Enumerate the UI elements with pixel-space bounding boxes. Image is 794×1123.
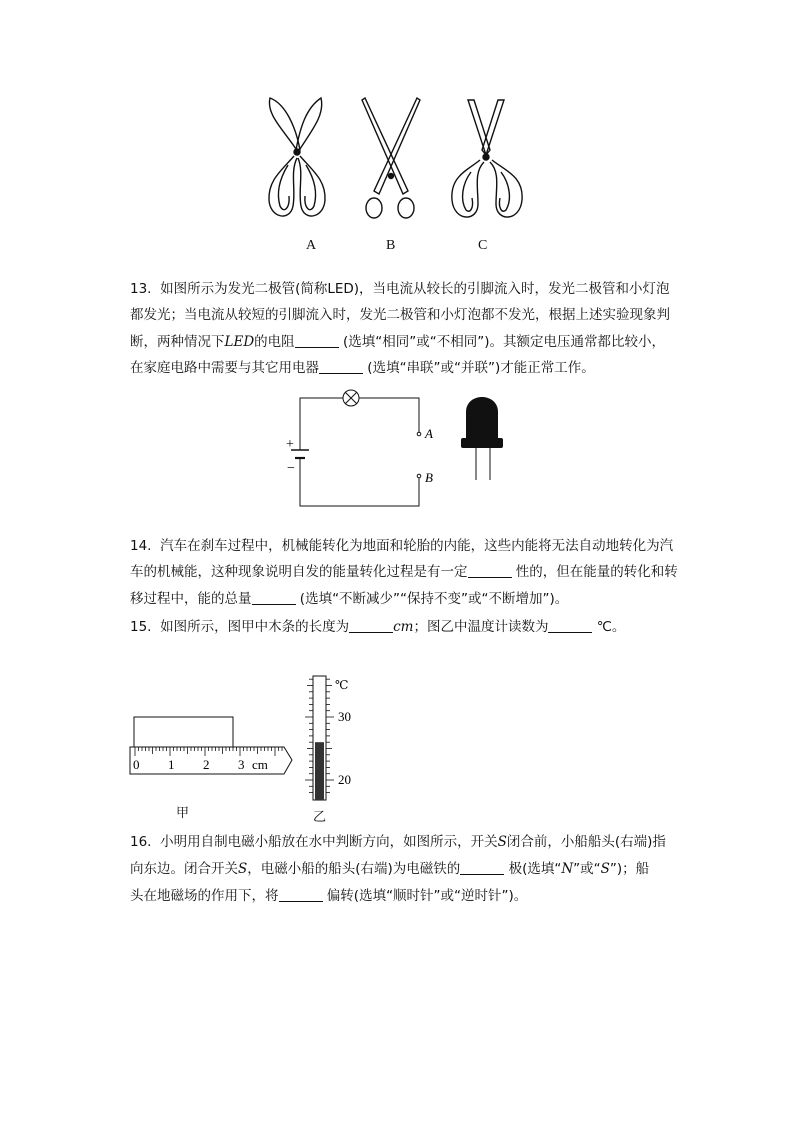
answer-blank[interactable]	[548, 618, 592, 633]
scissors-label-a: A	[306, 238, 317, 253]
q16-line1-text: 闭合前，小船船头(右端)指	[506, 834, 666, 850]
q15-text: ；图乙中温度计读数为	[413, 619, 549, 635]
q16-line2-text: ”或“	[573, 861, 601, 877]
unit-cm: cm	[393, 619, 414, 635]
answer-blank[interactable]	[252, 590, 296, 605]
q16-line2-text: 向东边。闭合开关	[130, 861, 238, 877]
q16-line1-text: 小明用自制电磁小船放在水中判断方向，如图所示，开关	[160, 834, 498, 850]
answer-blank[interactable]	[349, 618, 393, 633]
q13-line3-text: 的电阻	[254, 334, 295, 350]
switch-symbol: S	[497, 834, 507, 850]
question-number: 16.	[130, 834, 152, 850]
answer-blank[interactable]	[468, 563, 512, 578]
thermometer-unit: ℃	[335, 678, 349, 692]
q16-line2-text: 极(选填“	[508, 861, 562, 877]
q14-line2-text: 车的机械能，这种现象说明自发的能量转化过程是有一定	[130, 564, 468, 580]
battery-plus-sign: +	[286, 437, 294, 452]
question-number: 14.	[130, 538, 152, 554]
q16-line2-text: ”)；船	[609, 861, 650, 877]
q14-line1: 汽车在刹车过程中，机械能转化为地面和轮胎的内能，这些内能将无法自动地转化为汽	[160, 538, 674, 554]
q13-line4-text: 在家庭电路中需要与其它用电器	[130, 360, 319, 376]
q14-line3-text: (选填“不断减少”“保持不变”或“不断增加”)。	[299, 591, 569, 607]
scissors-label-b: B	[386, 238, 396, 253]
thermometer-figure	[0, 672, 794, 802]
question-number: 13.	[130, 281, 152, 297]
led-drawing	[461, 397, 503, 480]
answer-blank[interactable]	[460, 860, 504, 875]
ruler-tick-label-0: 0	[133, 757, 140, 772]
ruler-caption: 甲	[176, 806, 190, 821]
led-symbol: LED	[224, 334, 255, 350]
scissors-label-c: C	[478, 238, 488, 253]
q16-line2-text: ，电磁小船的船头(右端)为电磁铁的	[247, 861, 461, 877]
question-number: 15.	[130, 619, 152, 635]
scissors-c-drawing	[452, 100, 522, 217]
answer-blank[interactable]	[279, 887, 323, 902]
q14-line2-text: 性的，但在能量的转化和转	[515, 564, 678, 580]
ruler-unit: cm	[252, 757, 268, 772]
q13-line1: 如图所示为发光二极管(简称LED)，当电流从较长的引脚流入时，发光二极管和小灯泡	[160, 281, 670, 297]
answer-blank[interactable]	[319, 359, 363, 374]
answer-blank[interactable]	[295, 333, 339, 348]
q15-text: 如图所示，图甲中木条的长度为	[160, 619, 350, 635]
ruler-tick-label-1: 1	[168, 757, 175, 772]
q13-line2: 都发光；当电流从较短的引脚流入时，发光二极管和小灯泡都不发光，根据上述实验现象判	[130, 307, 670, 323]
ruler-tick-label-3: 3	[238, 757, 245, 772]
thermometer-tick-30: 30	[338, 709, 351, 724]
scissors-a-drawing	[269, 98, 325, 216]
pole-s-symbol: S	[600, 861, 610, 877]
pole-n-symbol: N	[561, 861, 574, 877]
terminal-label-b: B	[425, 470, 433, 485]
scissors-figure	[0, 0, 794, 240]
q13-line4-text: (选填“串联”或“并联”)才能正常工作。	[367, 360, 595, 376]
switch-symbol: S	[238, 861, 248, 877]
ruler-tick-label-2: 2	[203, 757, 210, 772]
q16-line3-text: 头在地磁场的作用下，将	[130, 888, 279, 904]
q13-line3-text: (选填“相同”或“不相同”)。其额定电压通常都比较小，	[342, 334, 665, 350]
battery-minus-sign: −	[287, 461, 295, 476]
q15-text: ℃。	[596, 619, 626, 635]
q14-line3-text: 移过程中，能的总量	[130, 591, 252, 607]
thermometer-caption: 乙	[313, 810, 327, 825]
thermometer-liquid-column	[315, 742, 324, 800]
terminal-label-a: A	[425, 426, 433, 441]
thermometer-tick-20: 20	[338, 772, 351, 787]
q13-line3-text: 断，两种情况下	[130, 334, 225, 350]
q16-line3-text: 偏转(选填“顺时针”或“逆时针”)。	[326, 888, 528, 904]
led-circuit-diagram	[0, 386, 794, 516]
scissors-b-drawing	[362, 98, 420, 218]
